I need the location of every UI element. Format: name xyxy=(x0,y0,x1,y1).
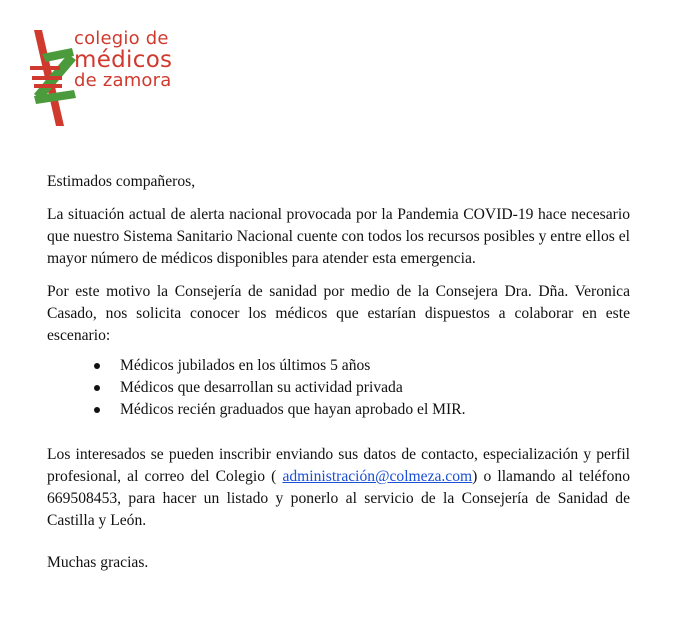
logo-line-1: colegio de xyxy=(74,28,169,49)
list-item xyxy=(47,377,630,399)
logo-line-3: de zamora xyxy=(74,70,172,91)
list-item-text: Médicos jubilados en los últimos 5 años xyxy=(120,357,371,374)
list-item xyxy=(47,399,630,421)
registration-text-before: Los interesados se pueden inscribir enviando sus datos de contacto, especialización y perfil profesional, al correo del Colegio ( xyxy=(47,446,630,485)
bullet-icon xyxy=(94,407,100,413)
list-item-text: Médicos que desarrollan su actividad privada xyxy=(120,379,403,396)
paragraph-situation: La situación actual de alerta nacional provocada por la Pandemia COVID-19 hace necesario que nuestro Sistema Sanitario Nacional cuente con todos los recursos posibles y entre ellos el mayor número de médicos disponibles para atender esta emergencia. xyxy=(47,206,630,267)
paragraph-registration xyxy=(47,444,630,532)
closing: Muchas gracias. xyxy=(47,554,149,571)
greeting: Estimados compañeros, xyxy=(47,173,196,190)
doctor-categories-list xyxy=(47,355,630,421)
bullet-icon xyxy=(94,385,100,391)
letter-body xyxy=(47,171,630,574)
logo-line-2: médicos xyxy=(74,47,173,73)
list-item-text: Médicos recién graduados que hayan aprobado el MIR. xyxy=(120,401,466,418)
email-link[interactable]: administración@colmeza.com xyxy=(282,468,473,485)
logo-wordmark xyxy=(74,30,172,90)
college-logo xyxy=(28,26,188,130)
paragraph-request: Por este motivo la Consejería de sanidad por medio de la Consejera Dra. Dña. Veronica Casado, nos solicita conocer los médicos que estarían dispuestos a colaborar en este escenario: xyxy=(47,283,630,344)
list-item xyxy=(47,355,630,377)
registration-text-after: ) o llamando al teléfono 669508453, para hacer un listado y ponerlo al servicio de la Consejería de Sanidad de Castilla y León. xyxy=(47,468,630,529)
bullet-icon xyxy=(94,363,100,369)
